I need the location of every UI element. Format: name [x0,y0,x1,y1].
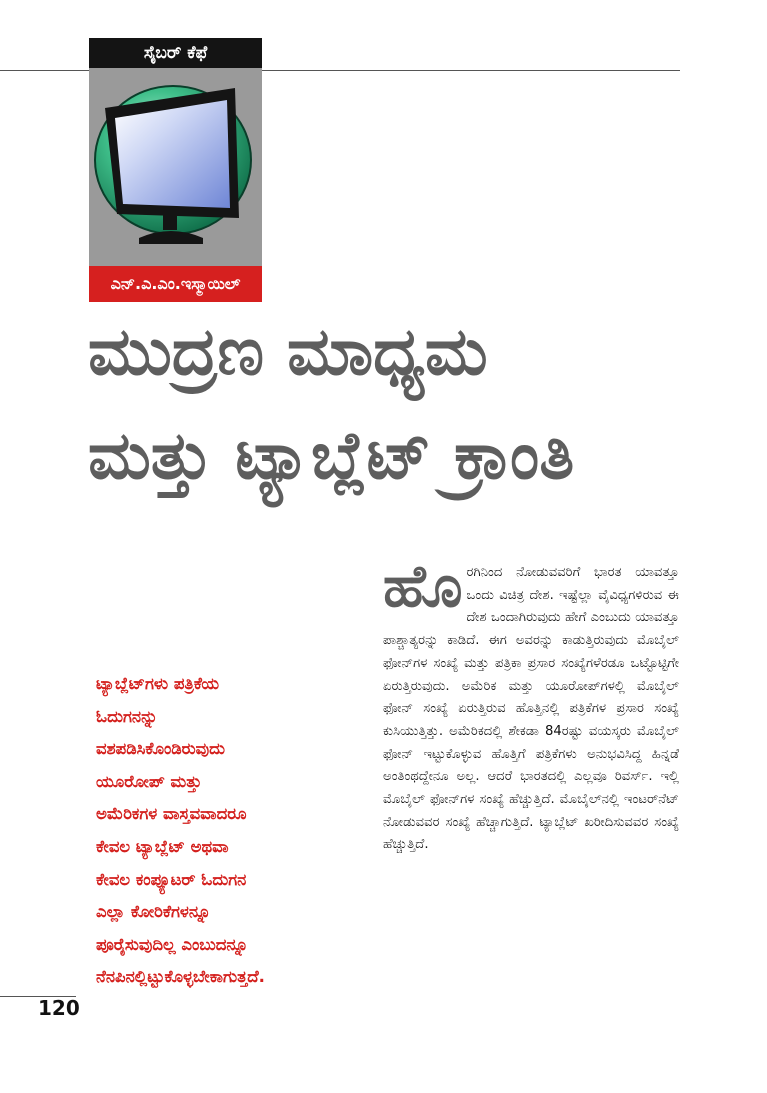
article-body-text: ರಗಿನಿಂದ ನೋಡುವವರಿಗೆ ಭಾರತ ಯಾವತ್ತೂ ಒಂದು ವಿಚಿತ್ರ ದೇಶ. ಇಷ್ಟೆಲ್ಲಾ ವೈವಿಧ್ಯಗಳಿರುವ ಈ ದೇಶ ಒಂದಾಗಿರುವುದು ಹೇಗೆ ಎಂಬುದು ಯಾವತ್ತೂ ಪಾಶ್ಚಾತ್ಯರನ್ನು ಕಾಡಿದೆ. ಈಗ ಅವರನ್ನು ಕಾಡುತ್ತಿರುವುದು ಮೊಬೈಲ್ ಫೋನ್‌ಗಳ ಸಂಖ್ಯೆ ಮತ್ತು ಪತ್ರಿಕಾ ಪ್ರಸಾರ ಸಂಖ್ಯೆಗಳೆರಡೂ ಒಟ್ಟೊಟ್ಟಿಗೇ ಏರುತ್ತಿರುವುದು. ಅಮೆರಿಕ ಮತ್ತು ಯೂರೋಪ್‌ಗಳಲ್ಲಿ ಮೊಬೈಲ್ ಫೋನ್ ಸಂಖ್ಯೆ ಏರುತ್ತಿರುವ ಹೊತ್ತಿನಲ್ಲಿ ಪತ್ರಿಕೆಗಳ ಪ್ರಸಾರ ಸಂಖ್ಯೆ ಕುಸಿಯುತ್ತಿತ್ತು. ಅಮೆರಿಕದಲ್ಲಿ ಶೇಕಡಾ 84ರಷ್ಟು ವಯಸ್ಕರು ಮೊಬೈಲ್ ಫೋನ್ ಇಟ್ಟುಕೊಳ್ಳುವ ಹೊತ್ತಿಗೆ ಪತ್ರಿಕೆಗಳು ಅನುಭವಿಸಿದ್ದ ಹಿನ್ನಡೆ ಅಂತಿಂಥದ್ದೇನೂ ಅಲ್ಲ. ಆದರೆ ಭಾರತದಲ್ಲಿ ಎಲ್ಲವೂ ರಿವರ್ಸ್. ಇಲ್ಲಿ ಮೊಬೈಲ್ ಫೋನ್‌ಗಳ ಸಂಖ್ಯೆ ಹೆಚ್ಚುತ್ತಿದೆ. ಮೊಬೈಲ್‌ನಲ್ಲಿ ಇಂಟರ್‌ನೆಟ್ ನೋಡುವವರ ಸಂಖ್ಯೆ ಹೆಚ್ಚಾಗುತ್ತಿದೆ. ಟ್ಯಾಬ್ಲೆಟ್ ಖರೀದಿಸುವವರ ಸಂಖ್ಯೆ ಹೆಚ್ಚುತ್ತಿದೆ. [383,565,679,853]
page-number: 120 [38,996,80,1020]
pull-quote-line: ನೆನಪಿನಲ್ಲಿಟ್ಟುಕೊಳ್ಳಬೇಕಾಗುತ್ತದೆ. [96,967,265,987]
pull-quote-line: ಕೇವಲ ಕಂಪ್ಯೂಟರ್ ಓದುಗನ [96,869,247,889]
pull-quote-line: ಅಮೆರಿಕಗಳ ವಾಸ್ತವವಾದರೂ [96,804,247,824]
column-name: ಸೈಬರ್ ಕೆಫೆ [89,38,262,68]
pull-quote-line: ವಶಪಡಿಸಿಕೊಂಡಿರುವುದು [96,739,226,759]
column-badge [89,38,262,293]
pull-quote-line: ಕೇವಲ ಟ್ಯಾಬ್ಲೆಟ್ ಅಥವಾ [96,836,229,856]
pull-quote-line: ಓದುಗನನ್ನು [96,706,158,726]
pull-quote-line: ಯೂರೋಪ್ ಮತ್ತು [96,771,202,791]
pull-quote-line: ಎಲ್ಲಾ ಕೋರಿಕೆಗಳನ್ನೂ [96,902,211,922]
column-author: ಎನ್.ಎ.ಎಂ.ಇಸ್ಮಾಯಿಲ್ [89,266,262,302]
pull-quote [96,668,366,994]
pull-quote-line: ಟ್ಯಾಬ್ಲೆಟ್‌ಗಳು ಪತ್ರಿಕೆಯ [96,674,220,693]
article-body [383,552,679,857]
article-headline [88,300,708,508]
pull-quote-line: ಪೂರೈಸುವುದಿಲ್ಲ ಎಂಬುದನ್ನೂ [96,934,249,954]
drop-cap: ಹೊ [383,552,463,620]
headline-line-1: ಮುದ್ರಣ ಮಾಧ್ಯಮ [88,313,488,390]
headline-line-2: ಮತ್ತು ಟ್ಯಾಬ್ಲೆಟ್ ಕ್ರಾಂತಿ [88,417,575,494]
computer-monitor-icon [89,68,262,266]
